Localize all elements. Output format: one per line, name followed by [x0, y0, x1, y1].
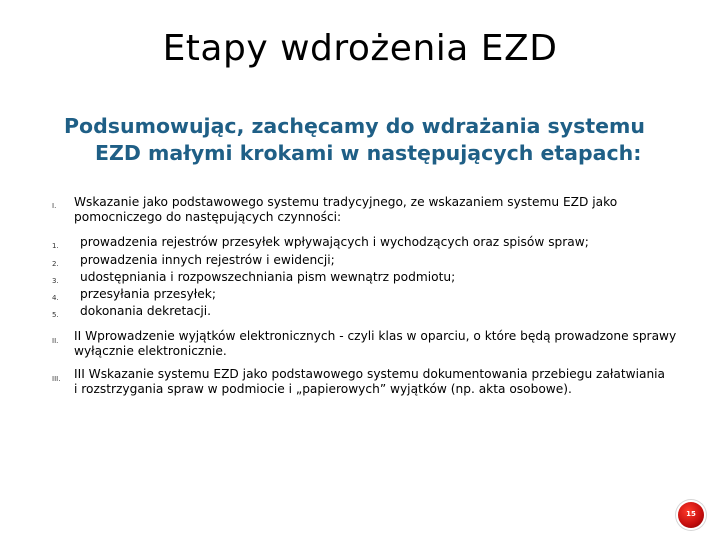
stage-3-text: [74, 367, 704, 397]
subitem-5-marker: 5.: [52, 311, 59, 319]
slide-title: Etapy wdrożenia EZD: [162, 28, 558, 69]
subitem-5-text: dokonania dekretacji.: [80, 304, 212, 318]
page-number: 15: [686, 510, 696, 518]
stage-1-line-1: Wskazanie jako podstawowego systemu tradycyjnego, ze wskazaniem systemu EZD jako: [74, 195, 618, 209]
stage-2-line-2: wyłącznie elektronicznie.: [74, 344, 227, 358]
subitem-4-marker: 4.: [52, 294, 59, 302]
stage-1-marker: I.: [52, 202, 57, 210]
stage-2-marker: II.: [52, 337, 59, 345]
stage-2-text: [74, 329, 704, 359]
stage-2-line-1: II Wprowadzenie wyjątków elektronicznych - czyli klas w oparciu, o które będą prowadzone sprawy: [74, 329, 677, 343]
page-number-badge: [678, 502, 704, 528]
subitem-1-text: prowadzenia rejestrów przesyłek wpływających i wychodzących oraz spisów spraw;: [80, 235, 589, 249]
subtitle-line-2: EZD małymi krokami w następujących etapach:: [95, 141, 642, 165]
stage-3-marker: III.: [52, 375, 61, 383]
subitem-3-text: udostępniania i rozpowszechniania pism wewnątrz podmiotu;: [80, 270, 456, 284]
subitem-1-marker: 1.: [52, 242, 59, 250]
subitem-3-marker: 3.: [52, 277, 59, 285]
subitem-2-marker: 2.: [52, 260, 59, 268]
slide-subtitle: [64, 113, 684, 167]
subtitle-line-1: Podsumowując, zachęcamy do wdrażania systemu: [64, 114, 645, 138]
stage-3-line-2: i rozstrzygania spraw w podmiocie i „papierowych” wyjątków (np. akta osobowe).: [74, 382, 572, 396]
stage-3-line-1: III Wskazanie systemu EZD jako podstawowego systemu dokumentowania przebiegu załatwiania: [74, 367, 666, 381]
subitem-2-text: prowadzenia innych rejestrów i ewidencji;: [80, 253, 335, 267]
stage-1-text: [74, 195, 674, 225]
subitem-4-text: przesyłania przesyłek;: [80, 287, 216, 301]
stage-1-line-2: pomocniczego do następujących czynności:: [74, 210, 342, 224]
